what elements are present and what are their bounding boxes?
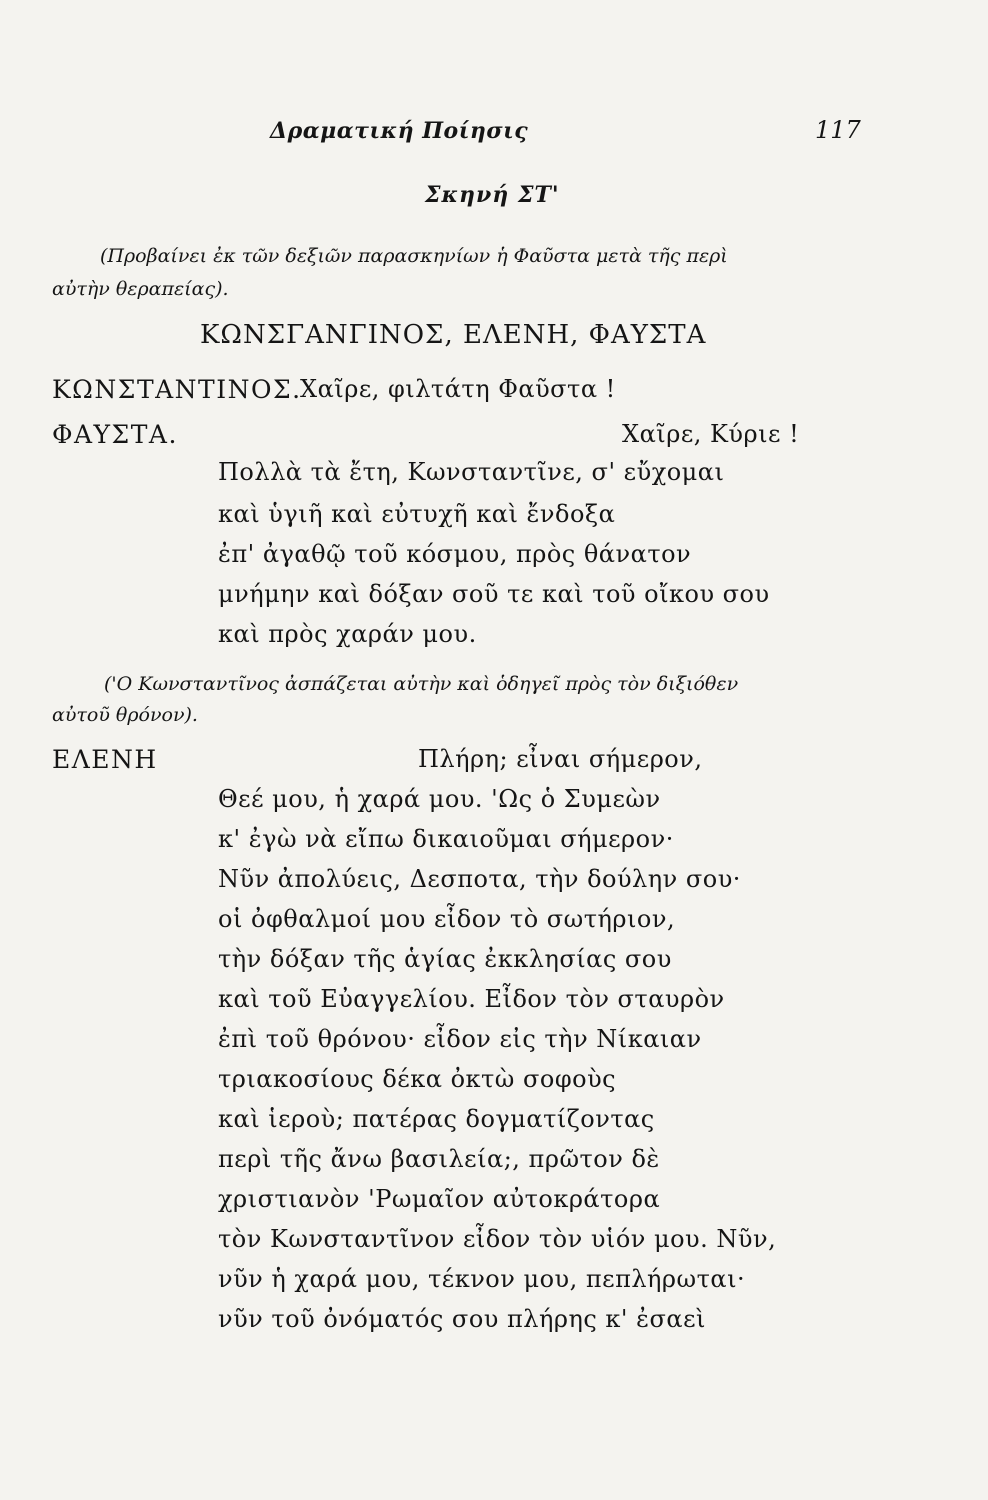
verse-line: καὶ ἱεροὺ; πατέρας δογματίζοντας	[218, 1105, 655, 1133]
speaker-name: ΚΩΝΣΤΑΝΤΙΝΟΣ.	[52, 375, 302, 404]
verse-line: τριακοσίους δέκα ὀκτὼ σοφοὺς	[218, 1065, 617, 1093]
stage-direction-line: ('Ο Κωνσταντῖνος ἀσπάζεται αὐτὴν καὶ ὁδηγεῖ πρὸς τὸν διξιόθεν	[104, 673, 739, 695]
verse-line: ἐπὶ τοῦ θρόνου· εἶδον εἰς τὴν Νίκαιαν	[218, 1025, 702, 1053]
verse-line: Πολλὰ τὰ ἔτη, Κωνσταντῖνε, σ' εὔχομαι	[218, 458, 725, 486]
verse-line: ἐπ' ἀγαθῷ τοῦ κόσμου, πρὸς θάνατον	[218, 540, 692, 568]
speech-text: Χαῖρε, Κύριε !	[622, 420, 800, 448]
speaker-name: ΦΑΥΣΤΑ.	[52, 420, 178, 449]
verse-line: καὶ ὑγιῆ καὶ εὐτυχῆ καὶ ἔνδοξα	[218, 500, 616, 528]
running-header-title: Δραματική Ποίησις	[270, 118, 529, 144]
cast-list: ΚΩΝΣΓΑΝΓΙΝΟΣ, ΕΛΕΝΗ, ΦΑΥΣΤΑ	[200, 320, 707, 350]
speech-text: Χαῖρε, φιλτάτη Φαῦστα !	[300, 375, 616, 403]
scene-title: Σκηνή ΣΤ'	[425, 182, 560, 208]
speaker-name: ΕΛΕΝΗ	[52, 745, 158, 774]
verse-line: καὶ πρὸς χαράν μου.	[218, 620, 477, 648]
verse-line: Θεέ μου, ἡ χαρά μου. 'Ως ὁ Συμεὼν	[218, 785, 661, 813]
verse-line: Νῦν ἀπολύεις, Δεσποτα, τὴν δούλην σου·	[218, 865, 741, 893]
verse-line: τὴν δόξαν τῆς ἁγίας ἐκκλησίας σου	[218, 945, 672, 973]
verse-line: κ' ἐγὼ νὰ εἴπω δικαιοῦμαι σήμερον·	[218, 825, 674, 853]
verse-line: νῦν ἡ χαρά μου, τέκνον μου, πεπλήρωται·	[218, 1265, 746, 1293]
verse-line: περὶ τῆς ἄνω βασιλεία;, πρῶτον δὲ	[218, 1145, 660, 1173]
page-number: 117	[815, 116, 861, 144]
stage-direction-line: (Προβαίνει ἐκ τῶν δεξιῶν παρασκηνίων ἡ Φαῦστα μετὰ τῆς περὶ	[100, 245, 728, 267]
stage-direction-line: αὐτοῦ θρόνον).	[52, 704, 198, 726]
speech-text: Πλήρη; εἶναι σήμερον,	[418, 745, 703, 773]
verse-line: νῦν τοῦ ὀνόματός σου πλήρης κ' ἐσαεὶ	[218, 1305, 706, 1333]
verse-line: τὸν Κωνσταντῖνον εἶδον τὸν υἱόν μου. Νῦν,	[218, 1225, 777, 1253]
verse-line: χριστιανὸν 'Ρωμαῖον αὐτοκράτορα	[218, 1185, 661, 1213]
verse-line: οἱ ὀφθαλμοί μου εἶδον τὸ σωτήριον,	[218, 905, 676, 933]
stage-direction-line: αὐτὴν θεραπείας).	[52, 278, 229, 300]
verse-line: καὶ τοῦ Εὐαγγελίου. Εἶδον τὸν σταυρὸν	[218, 985, 725, 1013]
verse-line: μνήμην καὶ δόξαν σοῦ τε καὶ τοῦ οἴκου σου	[218, 580, 770, 608]
